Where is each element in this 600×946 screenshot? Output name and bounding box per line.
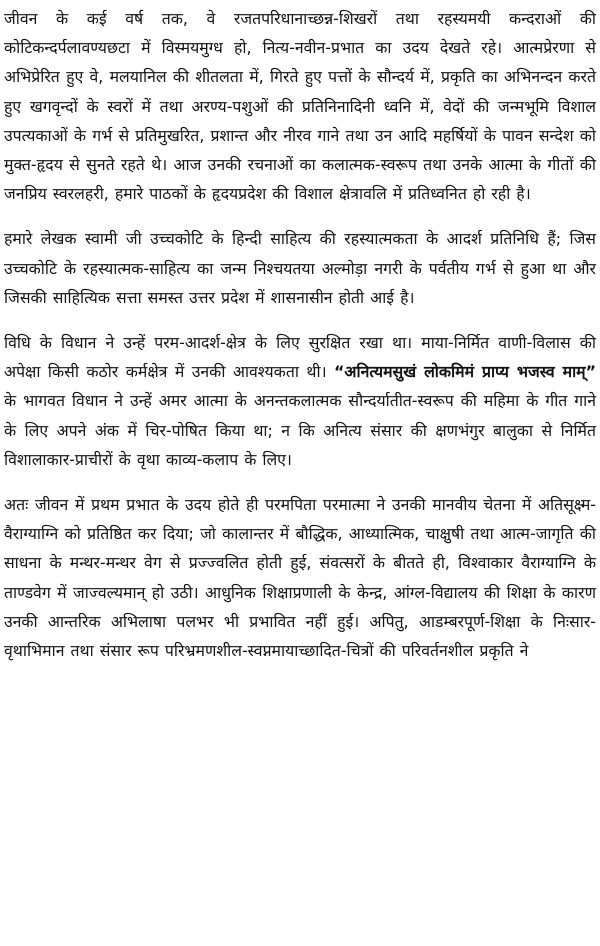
paragraph-3-intro: विधि के विधान ने उन्हें परम-आदर्श-क्षेत्र के लिए सुरक्षित रखा था। माया-निर्मित वाणी-विलास की अपेक्षा किसी कठोर कर्मक्षेत्र में उनकी आवश्यकता थी। <box>4 333 596 382</box>
paragraph-3 <box>4 328 596 474</box>
paragraph-3-rest: के भागवत विधान ने उन्हें अमर आत्मा के अनन्तकलात्मक सौन्दर्यातीत-स्वरूप की महिमा के गीत गाने के लिए अपने अंक में चिर-पोषित किया था; न कि अनित्य संसार की क्षणभंगुर बालुका से निर्मित विशालाकार-प्राचीरों के वृथा काव्य-कलाप के लिए। <box>4 391 596 469</box>
paragraph-4: अतः जीवन में प्रथम प्रभात के उदय होते ही परमपिता परमात्मा ने उनकी मानवीय चेतना में अतिसूक्ष्म-वैराग्याग्नि को प्रतिष्ठित कर दिया; जो कालान्तर में बौद्धिक, आध्यात्मिक, चाक्षुषी तथा आत्म-जागृति की साधना के मन्थर-मन्थर वेग से प्रज्ज्वलित होती हुई, संवत्सरों के बीतते ही, विश्वाकार वैराग्याग्नि के ताण्डवेग में जाज्वल्यमान् हो उठी। आधुनिक शिक्षाप्रणाली के केन्द्र, आंग्ल-विद्यालय की शिक्षा के कारण उनकी आन्तरिक अभिलाषा पलभर भी प्रभावित नहीं हुई। अपितु, आडम्बरपूर्ण-शिक्षा के निःसार-वृथाभिमान तथा संसार रूप परिभ्रमणशील-स्वप्नमायाच्छादित-चित्रों की परिवर्तनशील प्रकृति ने <box>4 495 596 661</box>
paragraph-2: हमारे लेखक स्वामी जी उच्चकोटि के हिन्दी साहित्य की रहस्यात्मकता के आदर्श प्रतिनिधि हैं; जिस उच्चकोटि के रहस्यात्मक-साहित्य का जन्म निश्चयतया अल्मोड़ा नगरी के पर्वतीय गर्भ से हुआ था और जिसकी साहित्यिक सत्ता समस्त उत्तर प्रदेश में शासनासीन होती आई है। <box>4 229 596 307</box>
sanskrit-quote: “अनित्यमसुखं लोकमिमं प्राप्य भजस्व माम्” <box>334 362 596 382</box>
paragraph-1: जीवन के कई वर्ष तक, वे रजतपरिधानाच्छन्न-शिखरों तथा रहस्यमयी कन्दराओं की कोटिकन्दर्पलावण्यछटा में विस्मयमुग्ध हो, नित्य-नवीन-प्रभात का उदय देखते रहे। आत्मप्रेरणा से अभिप्रेरित हुए वे, मलयानिल की शीतलता में, गिरते हुए पत्तों के सौन्दर्य में, प्रकृति का अभिनन्दन करते हुए खगवृन्दों के स्वरों में तथा अरण्य-पशुओं की प्रतिनिनादिनी ध्वनि में, वेदों की जन्मभूमि विशाल उपत्यकाओं के गर्भ से प्रतिमुखरित, प्रशान्त और नीरव गाने तथा उन आदि महर्षियों के पावन सन्देश को मुक्त-हृदय से सुनते रहते थे। आज उनकी रचनाओं का कलात्मक-स्वरूप तथा उनके आत्मा के गीतों की जनप्रिय स्वरलहरी, हमारे पाठकों के हृदयप्रदेश की विशाल क्षेत्रावलि में प्रतिध्वनित हो रही है। <box>4 9 596 204</box>
